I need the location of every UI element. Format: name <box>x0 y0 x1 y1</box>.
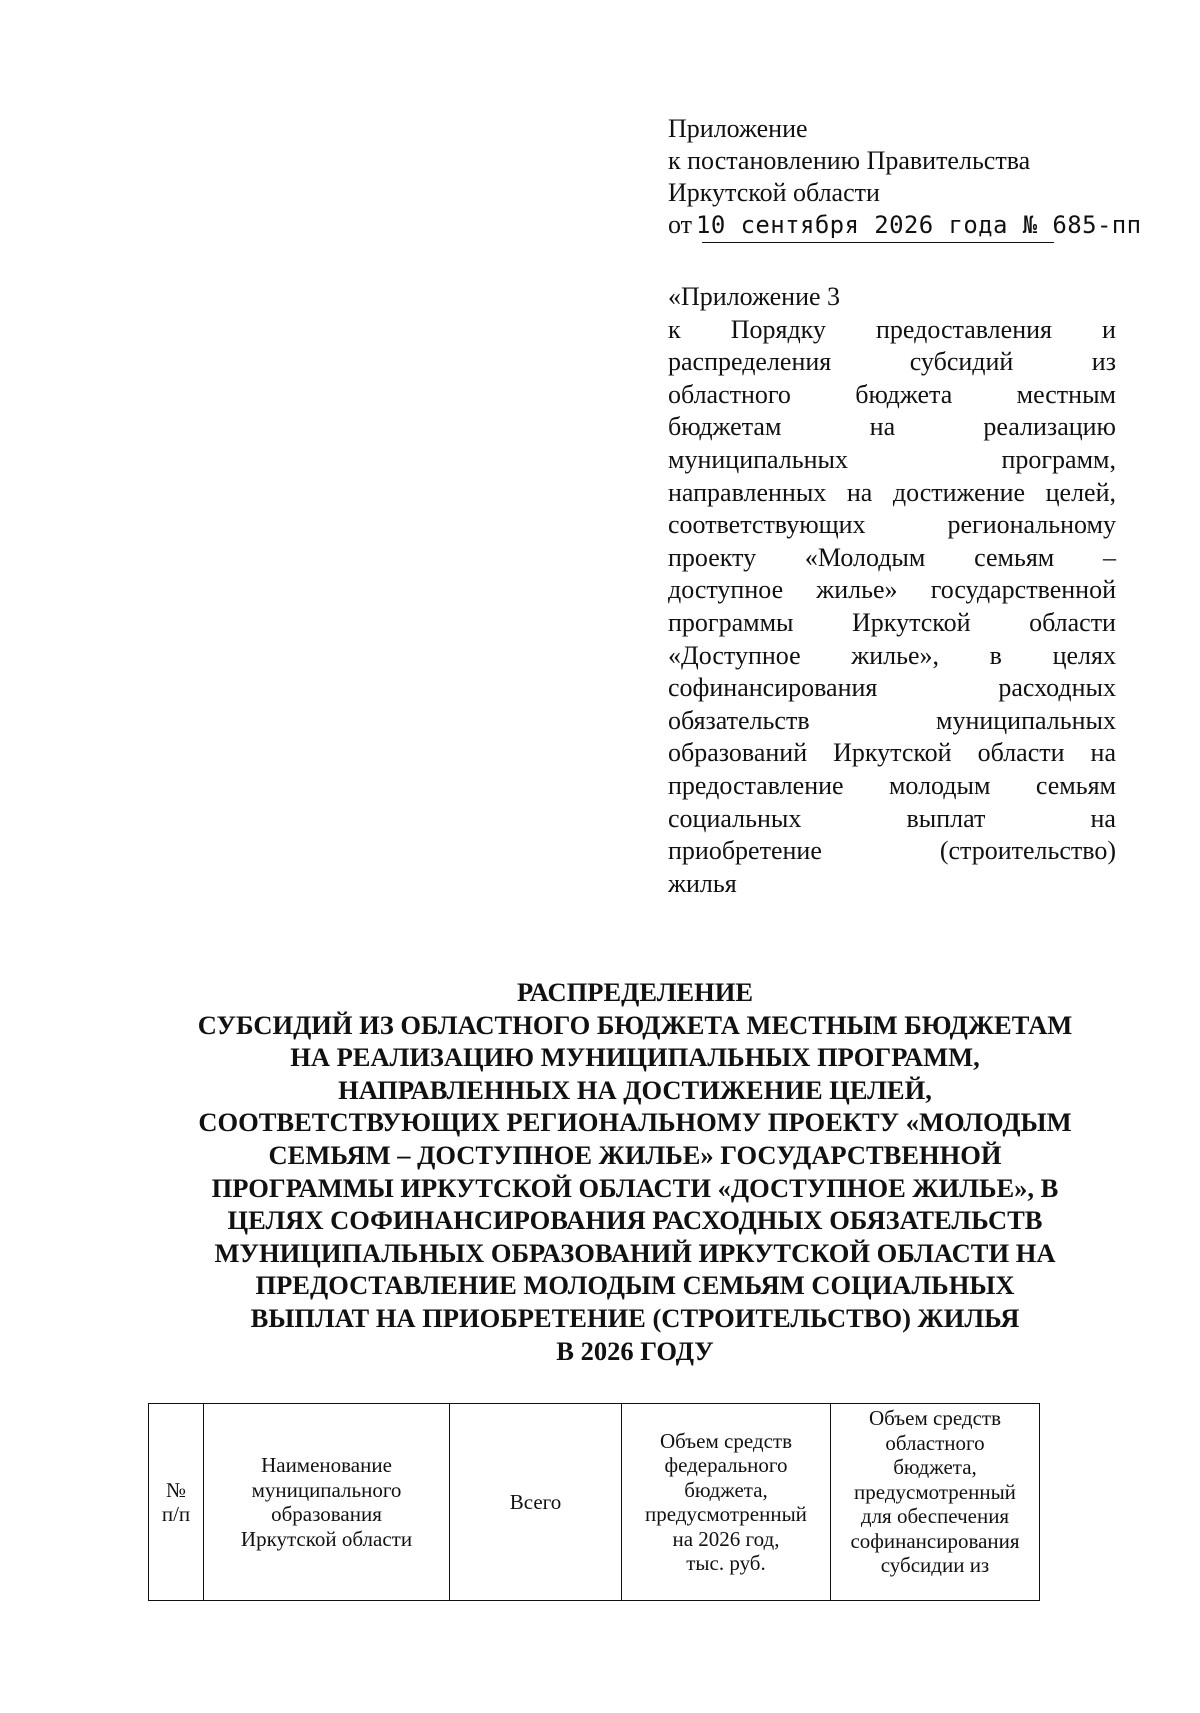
header-total <box>450 1404 622 1601</box>
appendix-3-line <box>668 542 1116 575</box>
title-line: НА РЕАЛИЗАЦИЮ МУНИЦИПАЛЬНЫХ ПРОГРАММ, <box>290 1042 980 1073</box>
word: направленных <box>668 477 827 507</box>
word: муниципальных <box>935 705 1116 735</box>
word: программы <box>668 607 794 637</box>
date-underline <box>702 242 1054 243</box>
word: «Доступное <box>668 640 801 670</box>
word: на <box>869 412 896 442</box>
word: социальных <box>668 803 802 833</box>
appendix-3-line <box>668 607 1116 640</box>
header-text-line: Объем средств <box>659 1428 792 1453</box>
word: семьям <box>974 542 1055 572</box>
word: софинансирования <box>668 673 878 703</box>
word: Иркутской <box>852 607 971 637</box>
appendix-3-line <box>668 411 1116 444</box>
header-text-line: федерального <box>664 1453 788 1477</box>
header-text-line: бюджета, <box>893 1455 977 1479</box>
resolution-date-line <box>668 209 1142 243</box>
appendix-3-line <box>668 314 1116 347</box>
header-text-line: предусмотренный <box>854 1479 1016 1504</box>
header-text-line: областного <box>885 1430 985 1455</box>
word: выплат <box>906 803 986 833</box>
word: целях <box>1052 640 1116 670</box>
resolution-date: 10 сентября 2026 года № 685-пп <box>696 211 1142 239</box>
word: достижение <box>892 477 1026 507</box>
header-text-line: муниципального <box>251 1477 402 1502</box>
appendix-3-line <box>668 770 1116 803</box>
word: области <box>1029 607 1116 637</box>
appendix-3-line <box>668 803 1116 836</box>
word: бюджетам <box>668 412 782 442</box>
header-text-line: тыс. руб. <box>686 1551 766 1575</box>
header-text-line: Всего <box>509 1489 562 1514</box>
header-text-line: Объем средств <box>868 1406 1001 1430</box>
word: обязательств <box>668 705 810 735</box>
word: области <box>977 738 1065 768</box>
header-text-line: п/п <box>161 1502 191 1526</box>
word: распределения <box>668 347 832 377</box>
word: на <box>1090 738 1116 768</box>
word: приобретение <box>668 836 822 866</box>
appendix-3-heading: «Приложение 3 <box>668 282 841 311</box>
title-line: ЦЕЛЯХ СОФИНАНСИРОВАНИЯ РАСХОДНЫХ ОБЯЗАТЕЛЬСТВ <box>227 1205 1043 1236</box>
appendix-3-reference <box>668 281 1116 900</box>
title-line: ПРОГРАММЫ ИРКУТСКОЙ ОБЛАСТИ «ДОСТУПНОЕ ЖИЛЬЕ», В <box>211 1172 1059 1203</box>
word: жилье», <box>851 640 940 670</box>
appendix-3-line <box>668 835 1116 868</box>
word: муниципальных <box>668 444 849 474</box>
word: Порядку <box>730 314 826 344</box>
word: реализацию <box>983 412 1116 442</box>
table-header-row <box>149 1404 1040 1601</box>
distribution-table <box>148 1403 1040 1601</box>
appendix-3-line <box>668 640 1116 673</box>
header-text-line: для обеспечения <box>860 1504 1010 1528</box>
document-title <box>150 976 1120 1367</box>
word: программ, <box>1001 444 1116 474</box>
word: – <box>1102 542 1116 572</box>
header-line: Иркутской области <box>668 178 880 207</box>
header-text-line: образования <box>271 1502 382 1526</box>
word: Иркутской <box>833 738 952 768</box>
word: на <box>1090 803 1116 833</box>
appendix-3-line <box>668 672 1116 705</box>
header-text-line: бюджета, <box>684 1477 768 1502</box>
title-line: РАСПРЕДЕЛЕНИЕ <box>516 977 754 1007</box>
word: предоставления <box>876 314 1052 344</box>
word: местным <box>1016 379 1116 409</box>
header-text-line: субсидии из <box>880 1553 990 1577</box>
word: расходных <box>998 673 1116 703</box>
title-line: СООТВЕТСТВУЮЩИХ РЕГИОНАЛЬНОМУ ПРОЕКТУ «МОЛОДЫМ <box>198 1107 1072 1138</box>
appendix-3-line <box>668 444 1116 477</box>
appendix-3-last-line: жилья <box>668 868 737 898</box>
word: региональному <box>947 510 1116 540</box>
title-line: НАПРАВЛЕННЫХ НА ДОСТИЖЕНИЕ ЦЕЛЕЙ, <box>338 1074 932 1105</box>
date-prefix: от <box>668 210 693 239</box>
header-text-line: № <box>165 1477 187 1502</box>
appendix-header <box>668 113 1142 243</box>
appendix-3-line <box>668 705 1116 738</box>
word: «Молодым <box>804 542 926 572</box>
header-text-line: Иркутской области <box>240 1526 413 1551</box>
word: целей, <box>1045 477 1116 507</box>
appendix-3-text <box>668 314 1116 868</box>
word: государственной <box>930 575 1116 605</box>
title-line: В 2026 ГОДУ <box>556 1335 714 1366</box>
header-regional-budget <box>831 1404 1040 1601</box>
title-line: СУБСИДИЙ ИЗ ОБЛАСТНОГО БЮДЖЕТА МЕСТНЫМ БЮДЖЕТАМ <box>197 1009 1073 1040</box>
word: из <box>1091 347 1116 377</box>
appendix-3-line <box>668 509 1116 542</box>
word: бюджета <box>855 379 953 409</box>
title-line: МУНИЦИПАЛЬНЫХ ОБРАЗОВАНИЙ ИРКУТСКОЙ ОБЛАСТИ НА <box>214 1237 1056 1268</box>
appendix-3-line <box>668 379 1116 412</box>
header-line: Приложение <box>668 114 808 143</box>
header-federal-budget <box>622 1404 831 1601</box>
word: молодым <box>888 770 991 800</box>
word: субсидий <box>909 347 1014 377</box>
appendix-3-line <box>668 574 1116 607</box>
header-text-line: софинансирования <box>850 1528 1020 1553</box>
appendix-3-line <box>668 737 1116 770</box>
header-number <box>149 1404 204 1601</box>
title-line: ПРЕДОСТАВЛЕНИЕ МОЛОДЫМ СЕМЬЯМ СОЦИАЛЬНЫХ <box>255 1270 1015 1301</box>
word: предоставление <box>668 770 844 800</box>
title-line: СЕМЬЯМ – ДОСТУПНОЕ ЖИЛЬЕ» ГОСУДАРСТВЕННОЙ <box>268 1139 1002 1170</box>
appendix-3-line <box>668 346 1116 379</box>
appendix-3-line <box>668 477 1116 510</box>
word: проекту <box>668 542 757 572</box>
header-text-line: на 2026 год, <box>672 1526 780 1551</box>
word: в <box>989 640 1002 670</box>
word: семьям <box>1035 770 1116 800</box>
word: к <box>668 314 681 344</box>
word: на <box>846 477 873 507</box>
header-text-line: предусмотренный <box>645 1502 807 1526</box>
header-text-line: Наименование <box>261 1453 392 1477</box>
word: соответствующих <box>668 510 866 540</box>
word: образований <box>668 738 808 768</box>
word: доступное <box>668 575 784 605</box>
header-municipality <box>204 1404 450 1601</box>
title-line: ВЫПЛАТ НА ПРИОБРЕТЕНИЕ (СТРОИТЕЛЬСТВО) ЖИЛЬЯ <box>250 1302 1020 1333</box>
header-line: к постановлению Правительства <box>668 146 1031 175</box>
word: жилье» <box>816 575 898 605</box>
word: (строительство) <box>939 836 1116 866</box>
word: областного <box>668 379 791 409</box>
word: и <box>1102 314 1116 344</box>
